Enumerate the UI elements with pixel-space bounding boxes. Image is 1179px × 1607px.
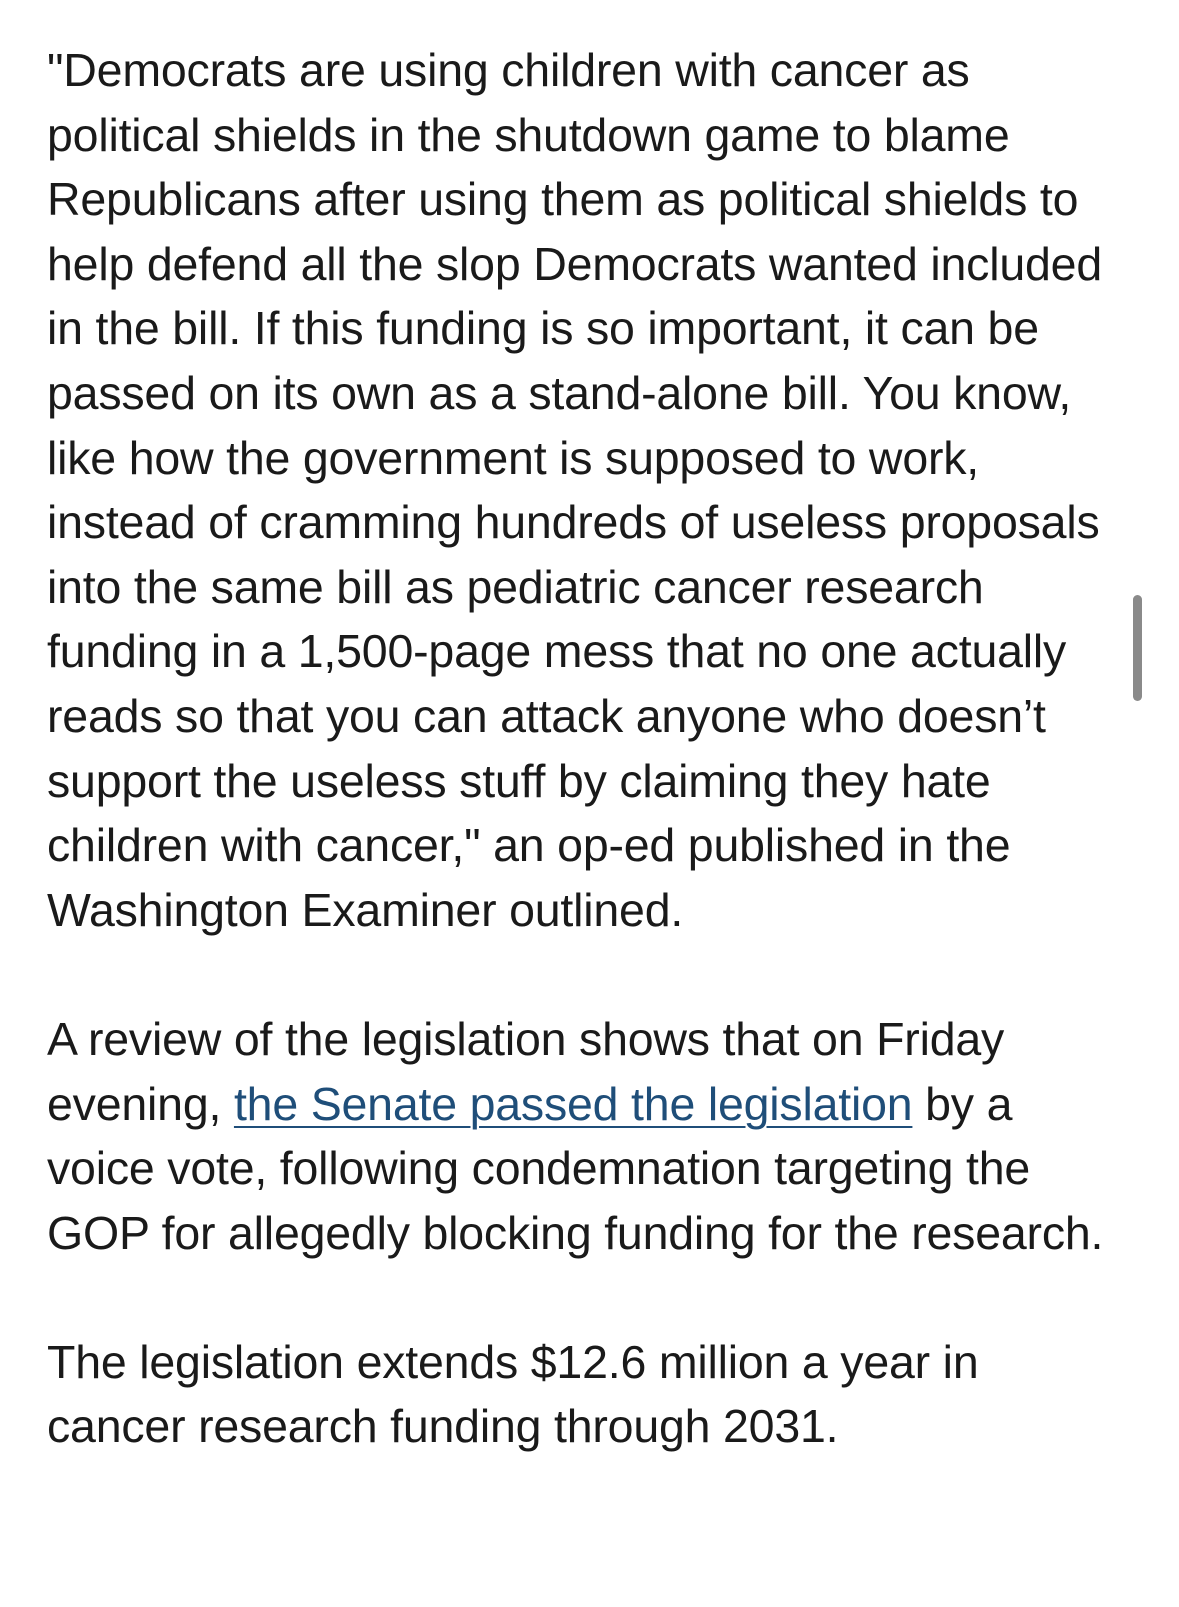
review-text-before-link: A review of the legislation shows that on Friday evening, [47,1012,1005,1130]
funding-paragraph: The legislation extends $12.6 million a year in cancer research funding through 2031. [47,1335,979,1453]
quote-paragraph: "Democrats are using children with cancer as political shields in the shutdown game to blame Republicans after using them as political shields to help defend all the slop Democrats wanted included in the bill. If this funding is so important, it can be passed on its own as a stand-alone bill. You know, like how the government is supposed to work, instead of cramming hundreds of useless proposals into the same bill as pediatric cancer research funding in a 1,500-page mess that no one actually reads so that you can attack anyone who doesn’t support the useless stuff by claiming they hate children with cancer," an op-ed published in the Washington Examiner outlined. [47,44,1103,936]
review-text-after-link: by a voice vote, following condemnation targeting the GOP for allegedly blocking funding for the research. [47,1077,1104,1259]
review-paragraph [47,1007,1117,1265]
senate-passed-legislation-link[interactable]: the Senate passed the legislation [233,1077,913,1130]
paragraph-spacer [47,1265,1117,1330]
scrollbar-thumb[interactable] [1133,595,1142,701]
article-body [47,38,1117,1459]
paragraph-spacer [47,942,1117,1007]
